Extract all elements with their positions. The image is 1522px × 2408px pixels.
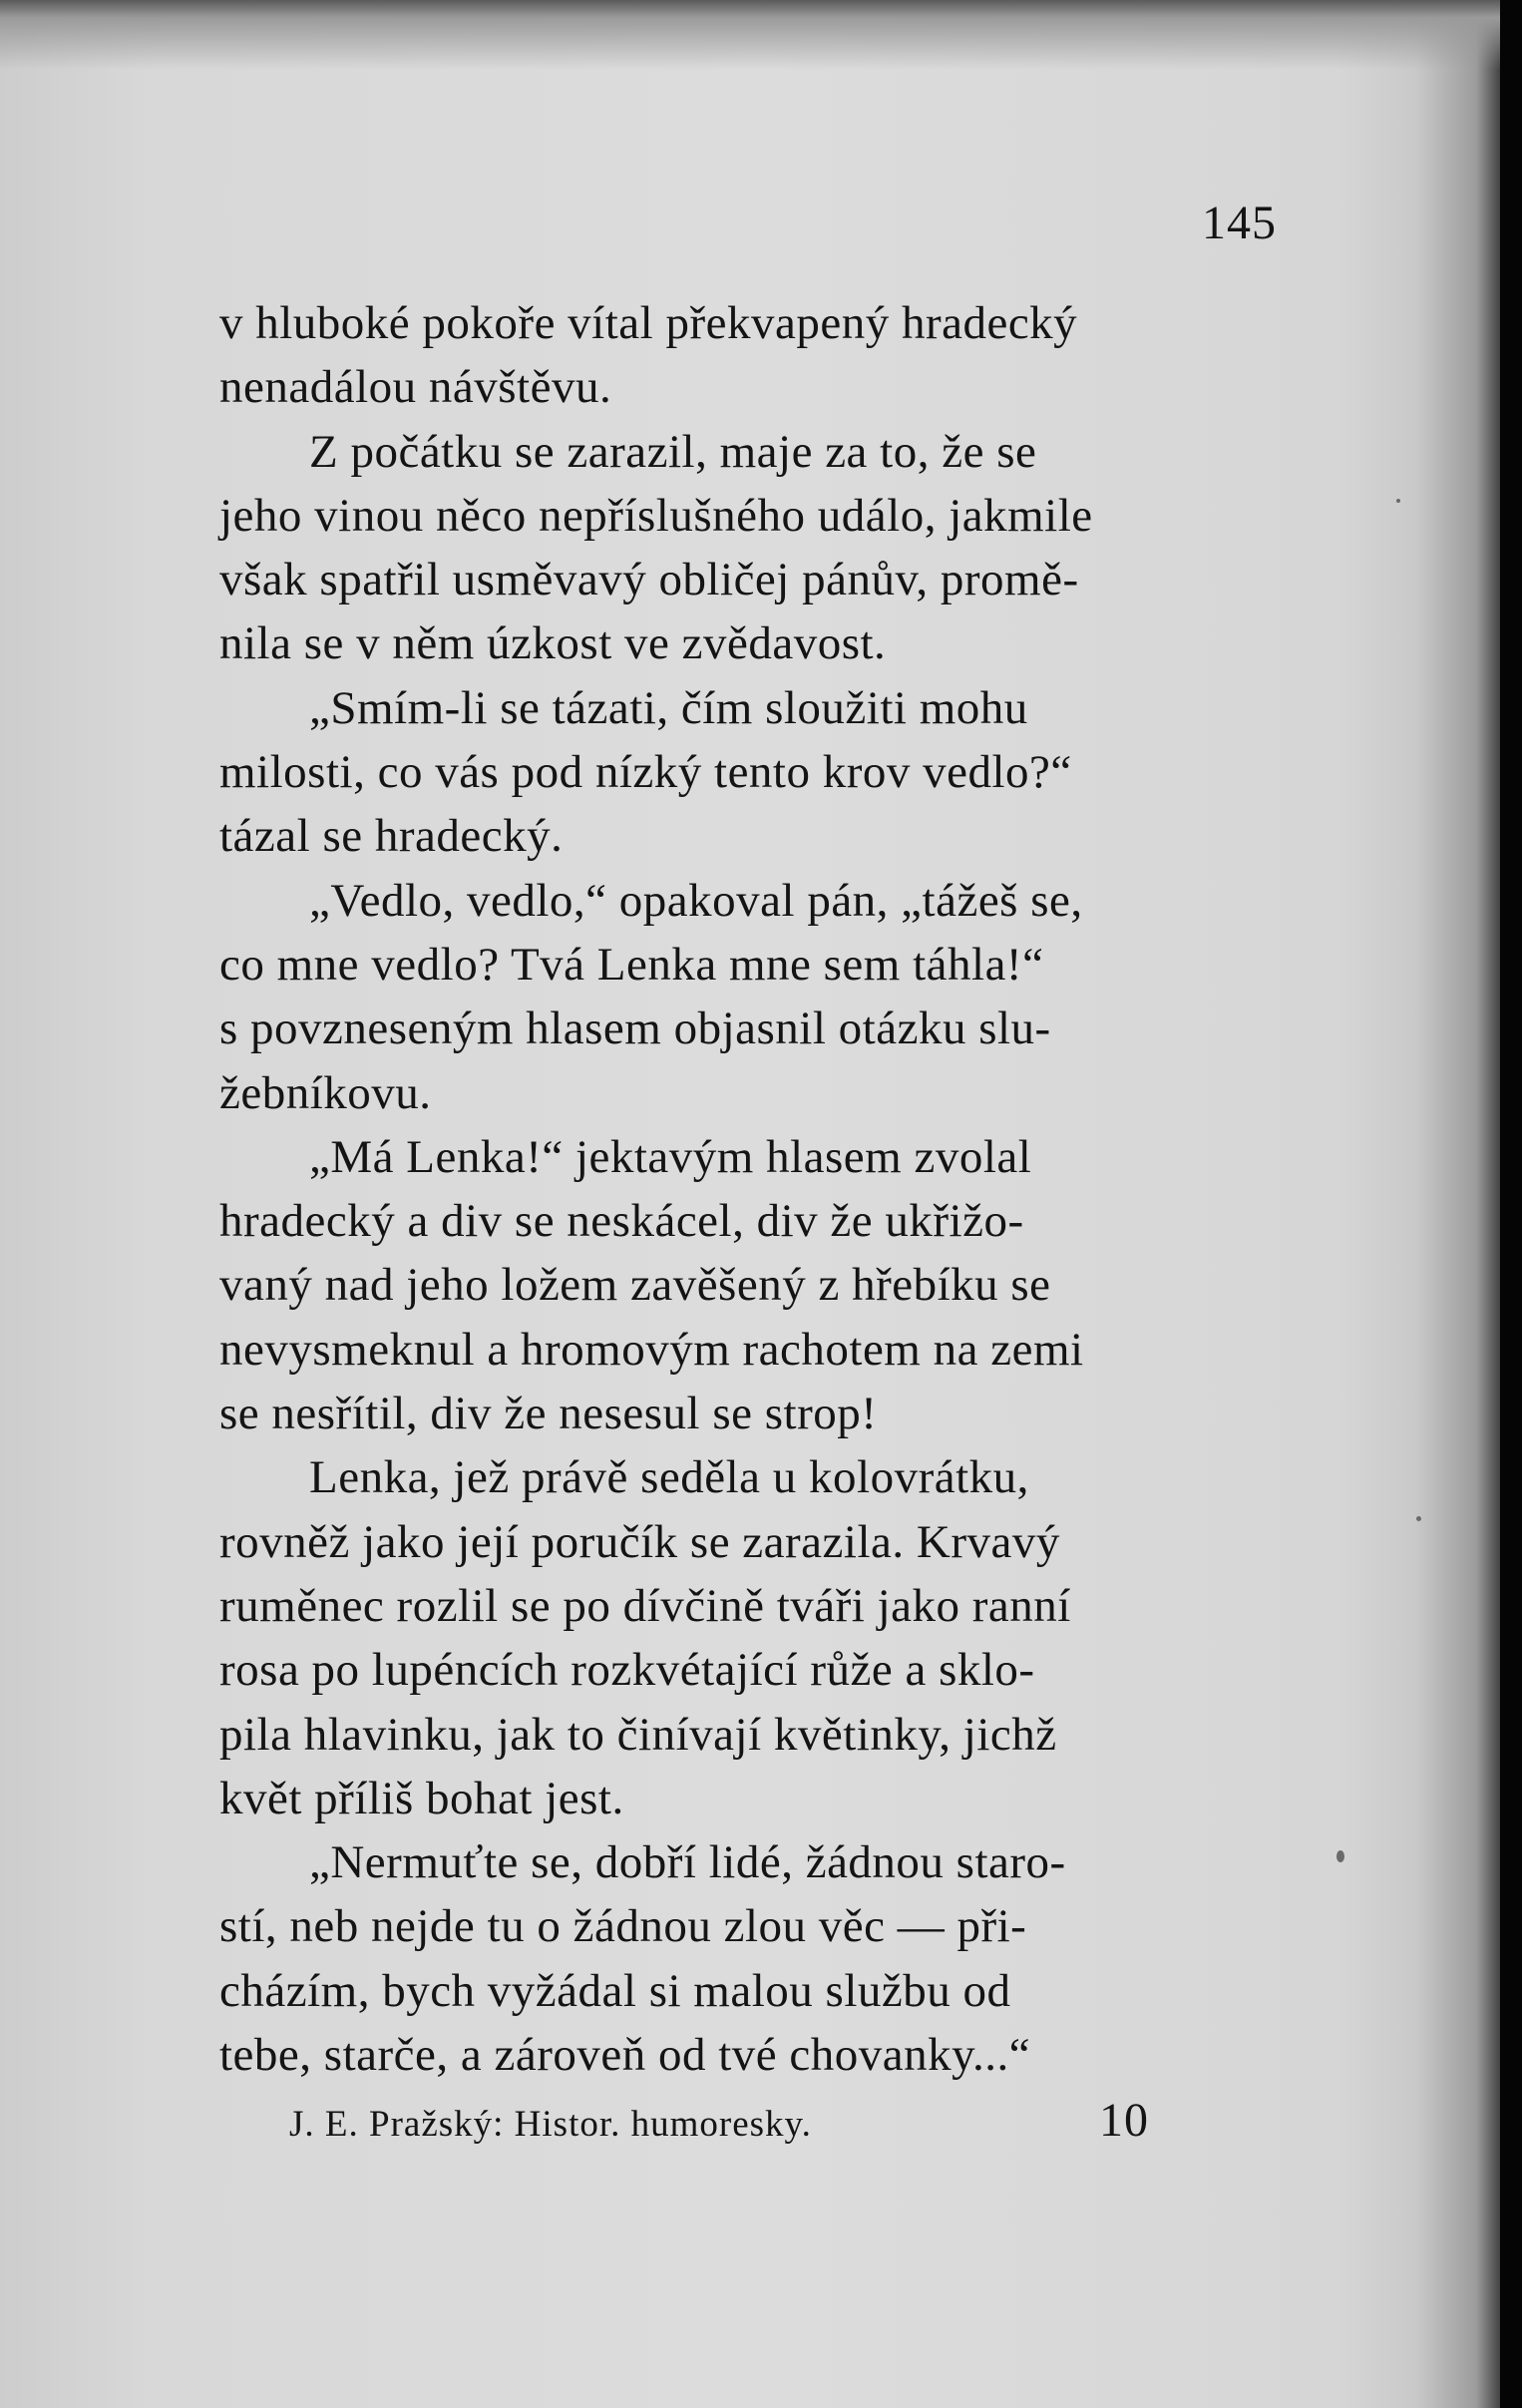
signature-mark: 10 xyxy=(1099,2094,1149,2147)
body-text xyxy=(219,291,1287,2087)
text-line: nevysmeknul a hromovým rachotem na zemi xyxy=(219,1323,1084,1376)
scan-shadow-top xyxy=(0,0,1522,70)
text-line: „Nermuťte se, dobří lidé, žádnou staro- xyxy=(309,1836,1066,1889)
text-line: stí, neb nejde tu o žádnou zlou věc — při- xyxy=(219,1900,1027,1953)
text-line: hradecký a div se neskácel, div že ukřižo- xyxy=(219,1195,1024,1248)
text-line: v hluboké pokoře vítal překvapený hradecký xyxy=(219,297,1078,349)
text-line: Lenka, jež právě seděla u kolovrátku, xyxy=(309,1451,1029,1504)
text-line: však spatřil usměvavý obličej pánův, promě- xyxy=(219,554,1079,606)
scan-edge-right xyxy=(1500,0,1522,2408)
scan-speck xyxy=(1396,499,1400,503)
text-line: s povzneseným hlasem objasnil otázku slu- xyxy=(219,1003,1051,1055)
text-line: Z počátku se zarazil, maje za to, že se xyxy=(309,425,1037,478)
text-line: květ příliš bohat jest. xyxy=(219,1772,624,1824)
text-line: tázal se hradecký. xyxy=(219,810,564,863)
running-footer-title: J. E. Pražský: Histor. humoresky. xyxy=(289,2104,812,2145)
text-line: „Má Lenka!“ jektavým hlasem zvolal xyxy=(309,1130,1032,1183)
text-line: milosti, co vás pod nízký tento krov vedlo?“ xyxy=(219,746,1072,799)
scan-speck xyxy=(1336,1850,1344,1862)
text-line: ruměnec rozlil se po dívčině tváři jako ranní xyxy=(219,1579,1071,1632)
text-line: rosa po lupéncích rozkvétající růže a sklo- xyxy=(219,1644,1035,1697)
text-line: tebe, starče, a zároveň od tvé chovanky...“ xyxy=(219,2029,1031,2082)
text-line: rovněž jako její poručík se zarazila. Krvavý xyxy=(219,1515,1060,1568)
page-number: 145 xyxy=(1202,197,1277,249)
text-line: nila se v něm úzkost ve zvědavost. xyxy=(219,617,887,670)
text-line: vaný nad jeho ložem zavěšený z hřebíku se xyxy=(219,1259,1051,1312)
text-line: jeho vinou něco nepříslušného událo, jakmile xyxy=(219,489,1093,542)
text-line: „Vedlo, vedlo,“ opakoval pán, „tážeš se, xyxy=(309,874,1083,927)
scan-speck xyxy=(1416,1516,1421,1521)
text-line: co mne vedlo? Tvá Lenka mne sem táhla!“ xyxy=(219,938,1044,991)
text-line: nenadálou návštěvu. xyxy=(219,361,612,414)
text-line: cházím, bych vyžádal si malou službu od xyxy=(219,1964,1011,2017)
text-line: se nesřítil, div že nesesul se strop! xyxy=(219,1388,878,1440)
text-line: pila hlavinku, jak to činívají květinky, jichž xyxy=(219,1708,1057,1761)
text-line: „Smím-li se tázati, čím sloužiti mohu xyxy=(309,681,1028,734)
text-line: žebníkovu. xyxy=(219,1066,432,1119)
